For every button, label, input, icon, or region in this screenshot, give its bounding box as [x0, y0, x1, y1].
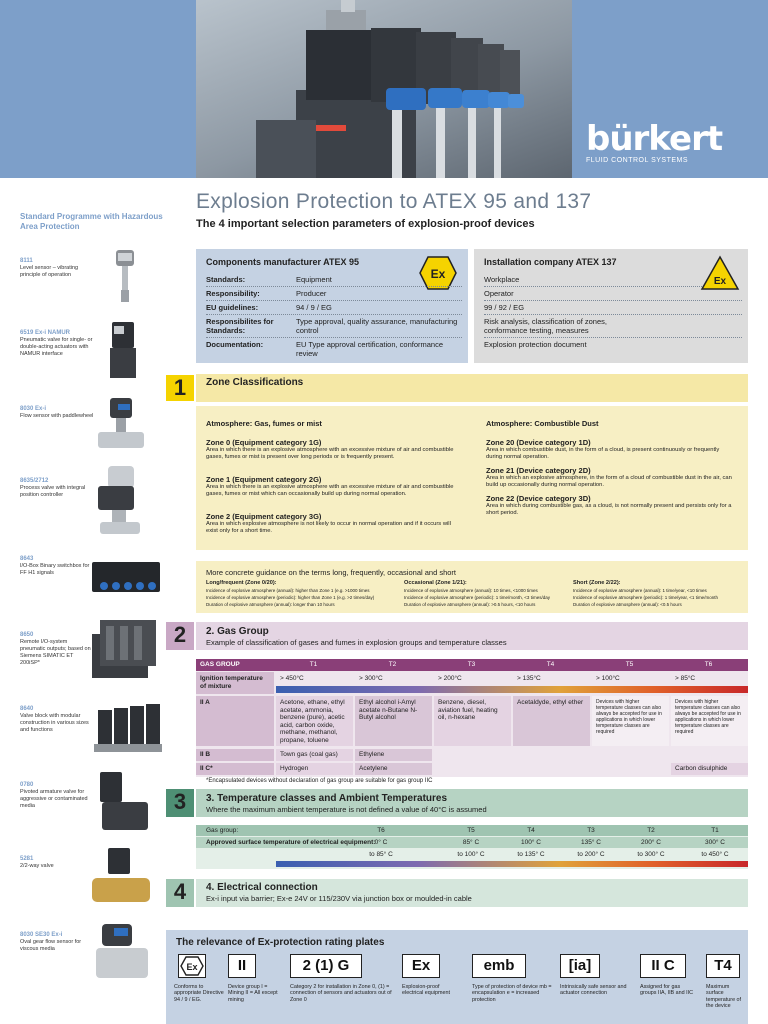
ex-symbol-text: Ex — [713, 276, 727, 287]
hero-photo-valve-block — [196, 0, 572, 178]
valve-block-illustration — [196, 0, 572, 178]
divider — [484, 286, 702, 287]
gas-header-cell: GAS GROUP — [200, 661, 240, 668]
gas-cell: Devices with higher temperature classes can also always be accepted for use in applications in which lower temperature classes are required — [671, 696, 748, 746]
divider — [206, 314, 462, 315]
logo-tagline: FLUID CONTROL SYSTEMS — [586, 157, 689, 164]
gas-header-cell: T4 — [546, 661, 555, 668]
temp-surface: 200° C — [641, 839, 661, 846]
zone-desc: Area in which there is an explosive atmosphere with an excessive mixture of air and combustible gases, fumes or mist which can occasionally build up during normal operation. — [206, 484, 454, 497]
rating-plate: II — [228, 954, 256, 978]
zone-desc: Area in which explosive atmosphere is not likely to occur in normal operation and if it occurs will exist only for a short time. — [206, 521, 451, 534]
temp-surface: 0° C — [374, 839, 388, 846]
zone-desc: Area in which there is an explosive atmosphere with an excessive mixture of air and combustible gases, fumes or mist is present over long periods or is frequently present. — [206, 447, 454, 460]
gas-group-label: II B — [196, 749, 274, 761]
frequency-line: Incidence of explosive atmosphere (periodic): higher than Zone 1 (e.g. >2 times/day) — [206, 595, 375, 600]
rating-plate — [178, 954, 206, 978]
ignition-value: > 450°C — [280, 675, 304, 682]
gas-group-label: II A — [196, 696, 274, 746]
divider — [206, 286, 462, 287]
frequency-col-head: Occasional (Zone 1/21): — [404, 580, 467, 586]
flow-sensor-image — [96, 398, 146, 456]
temp-class: T4 — [527, 827, 535, 834]
ignition-value: > 200°C — [438, 675, 462, 682]
ex-symbol-text: Ex — [430, 267, 446, 281]
temp-row2-label: Approved surface temperature of electrical equipment: — [206, 839, 376, 846]
section-2-bar — [196, 622, 748, 650]
atex137-row: Explosion protection document — [484, 340, 587, 349]
frequency-col-head: Long/frequent (Zone 0/20): — [206, 580, 277, 586]
product-code: 0780 — [20, 782, 34, 788]
product-desc: Process valve with integral position controller — [20, 485, 86, 498]
section-title: Zone Classifications — [206, 377, 304, 388]
zone-desc: Area in which an explosive atmosphere, in the form of a cloud of combustible dust in the air, can build up occasionally during normal operation. — [486, 475, 732, 488]
header-banner — [0, 0, 768, 178]
gas-cell: Acetaldyde, ethyl ether — [513, 696, 590, 746]
frequency-col-head: Short (Zone 2/22): — [573, 580, 621, 586]
product-desc: Level sensor – vibrating principle of operation — [20, 265, 79, 278]
row-label: Responsibility: — [206, 289, 260, 298]
section-subtitle: Example of classification of gases and fumes in explosion groups and temperature classes — [206, 638, 507, 647]
plate-desc: Explosion-proof electrical equipment — [402, 984, 450, 997]
product-code: 8635/2712 — [20, 478, 49, 484]
frequency-line: Incidence of explosive atmosphere (annual): higher than Zone 1 (e.g. >1000 times — [206, 588, 370, 593]
divider — [206, 300, 462, 301]
gas-cell: Devices with higher temperature classes can also always be accepted for use in applications in which lower temperature classes are required — [592, 696, 669, 746]
ignition-value: > 100°C — [596, 675, 620, 682]
rating-plate: emb — [472, 954, 526, 978]
plate-desc: Conforms to appropriate Directive 94 / 9 / EG. — [174, 984, 224, 1003]
temp-surface: 85° C — [462, 839, 480, 846]
plates-heading: The relevance of Ex-protection rating plates — [176, 937, 385, 948]
burkert-logo — [586, 119, 766, 172]
frequency-line: Incidence of explosive atmosphere (annual): 1 time/year, <10 times — [573, 588, 707, 593]
zone-title: Zone 21 (Device category 2D) — [486, 466, 591, 475]
product-code: 8640 — [20, 706, 34, 712]
gas-group-table — [196, 659, 748, 777]
section-number: 2 — [166, 622, 194, 650]
rating-plate: 2 (1) G — [290, 954, 362, 978]
section-1-bar — [196, 374, 748, 402]
rating-plates-block — [166, 930, 748, 1024]
gas-cell: Town gas (coal gas) — [276, 749, 353, 761]
product-code: 8111 — [20, 258, 33, 264]
temp-row1-label: Gas group: — [206, 827, 239, 834]
rating-plate: [ia] — [560, 954, 600, 978]
product-desc: Pivoted armature valve for aggressive or contaminated media — [20, 789, 88, 809]
side-column-title: Standard Programme with Hazardous Area Protection — [20, 212, 163, 231]
remote-io-image — [92, 620, 162, 678]
gas-cell: Carbon disulphide — [671, 763, 748, 775]
logo-wordmark: bürkert — [586, 119, 723, 159]
product-desc: Valve block with modular construction in various sizes and functions — [20, 713, 89, 733]
section-title: 3. Temperature classes and Ambient Temperatures — [206, 793, 448, 804]
gas-table-footnote: *Encapsulated devices without declaration of gas group are suitable for gas group IIC — [206, 778, 433, 784]
product-code: 6519 Ex-i NAMUR — [20, 330, 71, 336]
frequency-line: Incidence of explosive atmosphere (periodic): 1 time/month, <3 times/day — [404, 595, 550, 600]
atex95-box — [196, 249, 468, 363]
product-desc: Flow sensor with paddlewheel — [20, 413, 94, 419]
row-label: EU guidelines: — [206, 303, 259, 312]
page-title: Explosion Protection to ATEX 95 and 137 — [196, 190, 592, 213]
temperature-gradient-bar — [276, 861, 748, 867]
gas-header-cell: T3 — [467, 661, 476, 668]
atex137-row: Risk analysis, classification of zones, conformance testing, measures — [484, 317, 607, 335]
rating-plate: Ex — [402, 954, 440, 978]
temp-surface: 300° C — [705, 839, 725, 846]
plate-desc: Category 2 for installation in Zone 0, (1) = connection of sensors and actuators out of Zone 0 — [290, 984, 392, 1003]
gas-cell: Hydrogen — [276, 763, 353, 775]
temp-range: to 300° C — [637, 851, 665, 858]
section-number: 4 — [166, 879, 194, 907]
temp-class: T6 — [377, 827, 385, 834]
frequency-intro: More concrete guidance on the terms long, frequently, occasional and short — [206, 568, 457, 577]
zone-title: Zone 22 (Device category 3D) — [486, 494, 591, 503]
gas-cell: Ethyl alcohol i-Amyl acetate n-Butane N-Butyl alcohol — [355, 696, 432, 746]
gas-cell: Ethylene — [355, 749, 432, 761]
ignition-value: > 135°C — [517, 675, 541, 682]
row-value: Producer — [296, 289, 327, 298]
frequency-block — [196, 561, 748, 613]
atex95-heading: Components manufacturer ATEX 95 — [206, 257, 360, 267]
section-number: 3 — [166, 789, 194, 817]
product-code: 8650 — [20, 632, 34, 638]
gas-group-label: II C* — [196, 763, 274, 775]
section-3-bar — [196, 789, 748, 817]
armature-valve-image — [96, 772, 152, 836]
gas-cell: Acetylene — [355, 763, 432, 775]
gas-header-cell: T5 — [625, 661, 634, 668]
row-value: EU Type approval certification, conformance review — [296, 340, 444, 358]
gas-header-cell: T6 — [704, 661, 713, 668]
gas-cell: Benzene, diesel, aviation fuel, heating oil, n-hexane — [434, 696, 511, 746]
frequency-line: Duration of explosive atmosphere (annual): longer than 10 hours — [206, 602, 335, 607]
ex-triangle-icon — [700, 255, 740, 291]
temperature-gradient-bar — [276, 686, 748, 693]
section-subtitle: Ex-i input via barrier; Ex-e 24V or 115/230V via junction box or moulded-in cable — [206, 894, 472, 903]
temp-range: to 85° C — [369, 851, 393, 858]
temp-class: T1 — [711, 827, 719, 834]
atex137-heading: Installation company ATEX 137 — [484, 257, 617, 267]
temp-surface: 135° C — [581, 839, 601, 846]
row-value: 94 / 9 / EG — [296, 303, 332, 312]
section-title: 2. Gas Group — [206, 626, 269, 637]
product-code: 5281 — [20, 856, 34, 862]
row-label: Documentation: — [206, 340, 264, 349]
plate-desc: Intrinsically safe sensor and actuator connection — [560, 984, 627, 997]
product-desc: 2/2-way valve — [20, 863, 54, 869]
valve-block-image — [92, 700, 162, 754]
section-4-bar — [196, 879, 748, 907]
plate-desc: Type of protection of device mb = encapsulation e = increased protection — [472, 984, 552, 1003]
product-code: 8643 — [20, 556, 34, 562]
gas-cell: Acetone, ethane, ethyl acetate, ammonia, benzene (pure), acetic acid, carbon oxide, methane, methanol, propane, toluene — [276, 696, 353, 746]
level-sensor-image — [100, 250, 146, 302]
zone-title: Zone 0 (Equipment category 1G) — [206, 438, 322, 447]
product-desc: Pneumatic valve for single- or double-acting actuators with NAMUR interface — [20, 337, 93, 357]
oval-gear-sensor-image — [92, 924, 152, 980]
atex137-row: 99 / 92 / EG — [484, 303, 525, 312]
product-code: 8030 Ex-i — [20, 406, 47, 412]
row-label: Responsibilites for Standards: — [206, 317, 274, 335]
temp-class: T5 — [467, 827, 475, 834]
zone-desc: Area in which during combustible gas, as a cloud, is not normally present and persists only for a short period. — [486, 503, 732, 516]
ignition-label: Ignition temperature of mixture — [196, 672, 274, 694]
plate-desc: Maximum surface temperature of the device — [706, 984, 742, 1010]
section-number: 1 — [166, 375, 194, 401]
temp-range: to 200° C — [577, 851, 605, 858]
plate-desc: Assigned for gas groups IIA, IIB and IIC — [640, 984, 694, 997]
atex137-row: Workplace — [484, 275, 520, 284]
process-valve-image — [94, 466, 146, 540]
plate-desc: Device group I = Mining II = All except mining — [228, 984, 278, 1003]
temp-class: T3 — [587, 827, 595, 834]
ignition-value: > 85°C — [675, 675, 696, 682]
ex-hexagon-icon — [180, 956, 204, 976]
zone-title: Zone 1 (Equipment category 2G) — [206, 475, 322, 484]
zone-desc: Area in which combustible dust, in the form of a cloud, is present continuously or frequently during normal operation. — [486, 447, 720, 460]
temperature-table — [196, 825, 748, 869]
temp-range: to 450° C — [701, 851, 729, 858]
divider — [484, 300, 742, 301]
rating-plate: T4 — [706, 954, 740, 978]
gas-atmosphere-heading: Atmosphere: Gas, fumes or mist — [206, 419, 322, 428]
frequency-line: Incidence of explosive atmosphere (annual): 10 times, <1000 times — [404, 588, 538, 593]
divider — [484, 337, 742, 338]
zone-block — [196, 406, 748, 550]
ignition-value: > 300°C — [359, 675, 383, 682]
temp-range: to 100° C — [457, 851, 485, 858]
page-subtitle: The 4 important selection parameters of explosion-proof devices — [196, 218, 535, 230]
zone-title: Zone 20 (Device category 1D) — [486, 438, 591, 447]
rating-plate: II C — [640, 954, 686, 978]
frequency-line: Incidence of explosive atmosphere (periodic): 1 time/year, <1 time/month — [573, 595, 718, 600]
section-subtitle: Where the maximum ambient temperature is not defined a value of 40°C is assumed — [206, 805, 487, 814]
gas-header-cell: T2 — [388, 661, 397, 668]
pneumatic-valve-image — [104, 322, 144, 384]
row-label: Standards: — [206, 275, 246, 284]
temp-surface: 100° C — [521, 839, 541, 846]
section-title: 4. Electrical connection — [206, 882, 318, 893]
io-box-image — [92, 560, 160, 594]
divider — [206, 337, 462, 338]
way-valve-image — [92, 848, 150, 906]
plate-label: Ex — [186, 962, 198, 972]
row-value: Equipment — [296, 275, 332, 284]
dust-atmosphere-heading: Atmosphere: Combustible Dust — [486, 419, 599, 428]
product-desc: Remote I/O-system pneumatic outputs; based on Siemens SIMATIC ET 200iSP* — [20, 639, 91, 666]
temp-range: to 135° C — [517, 851, 545, 858]
product-desc: Oval gear flow sensor for viscous media — [20, 939, 82, 952]
product-desc: I/O-Box Binary switchbox for FF H1 signals — [20, 563, 90, 576]
row-value: Type approval, quality assurance, manufacturing control — [296, 317, 458, 335]
atex137-box — [474, 249, 748, 363]
temp-class: T2 — [647, 827, 655, 834]
frequency-line: Duration of explosive atmosphere (annual): >0.5 hours, <10 hours — [404, 602, 536, 607]
atex137-row: Operator — [484, 289, 514, 298]
product-code: 8030 SE30 Ex-i — [20, 932, 63, 938]
zone-title: Zone 2 (Equipment category 3G) — [206, 512, 322, 521]
gas-header-cell: T1 — [309, 661, 318, 668]
frequency-line: Duration of explosive atmosphere (annual): <0.5 hours — [573, 602, 682, 607]
divider — [484, 314, 742, 315]
